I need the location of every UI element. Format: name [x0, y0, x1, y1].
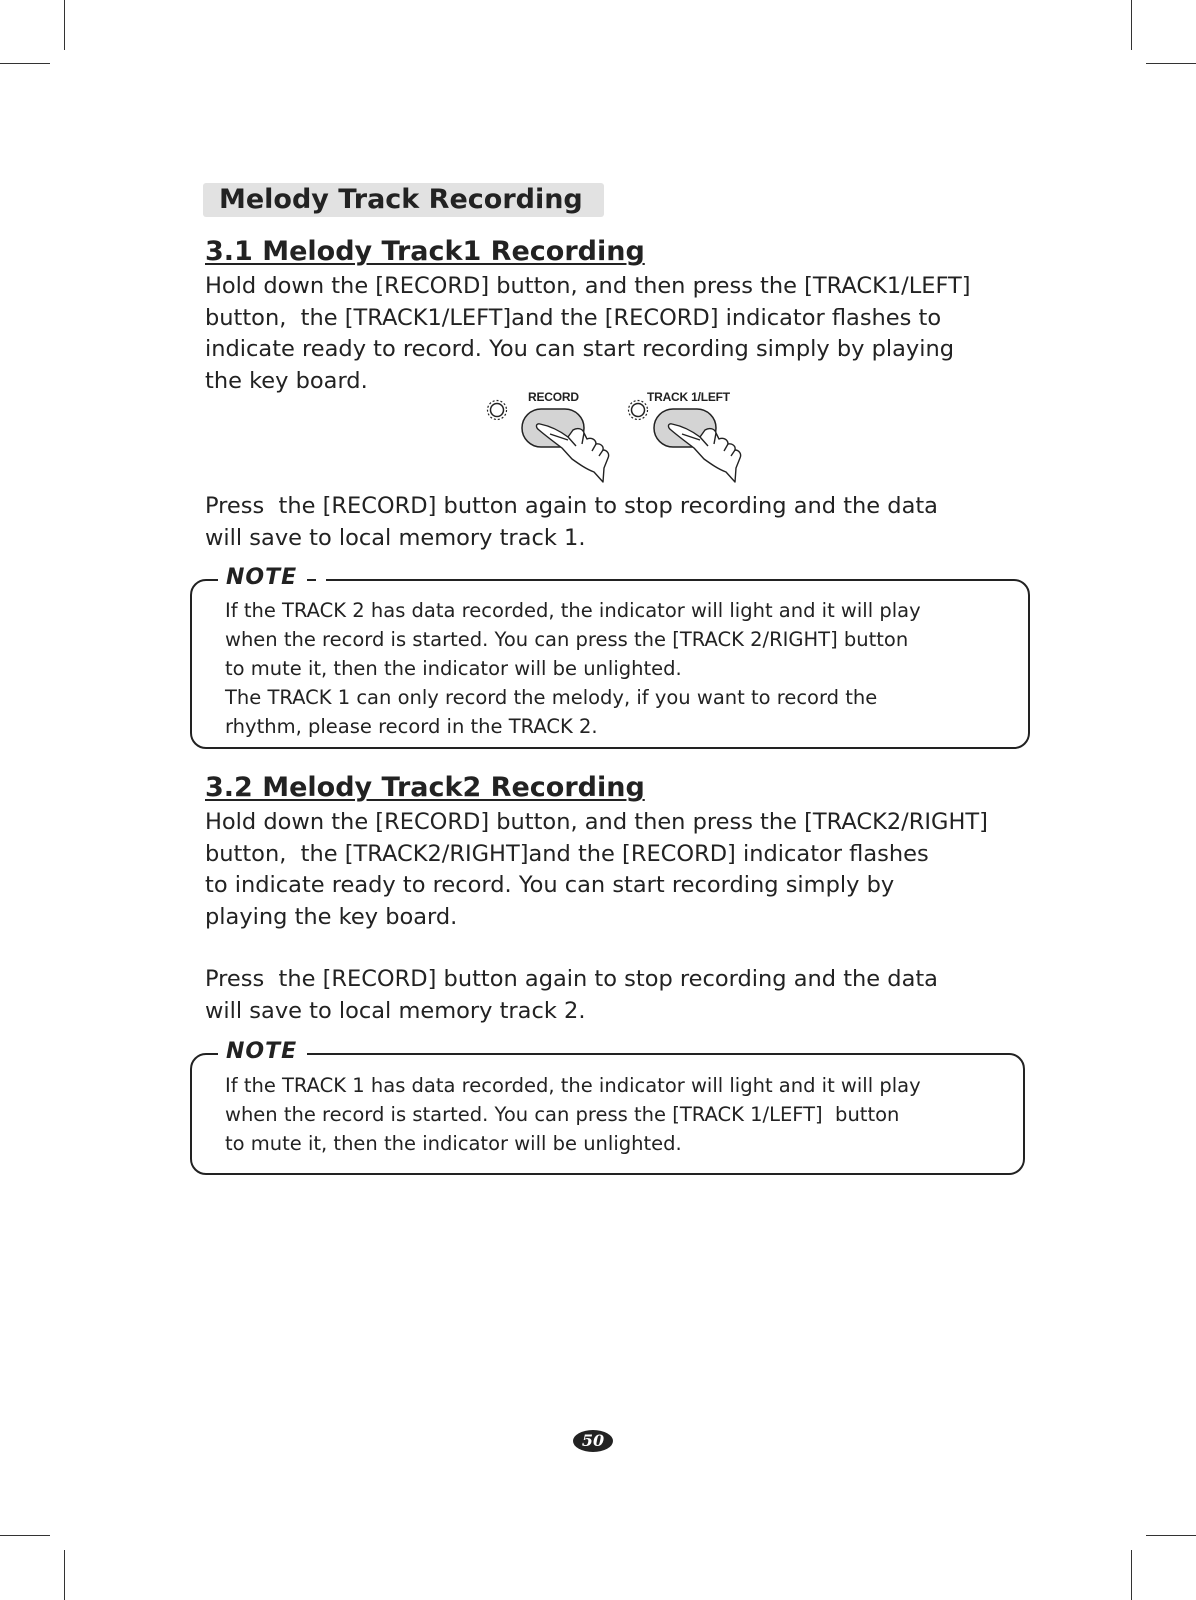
track2-intro-text: Hold down the [RECORD] button, and then press the [TRACK2/RIGHT] button, the [TRACK2/RIGHT]and the [RECORD] indicator flashes to indicate ready to record. You can start recording simply by playing the key board. — [205, 809, 988, 930]
track1-stop-text: Press the [RECORD] button again to stop recording and the data will save to local memory track 1. — [205, 493, 938, 551]
crop-mark — [1131, 1550, 1132, 1600]
crop-mark — [1131, 0, 1132, 50]
crop-mark — [0, 1535, 50, 1536]
crop-mark — [64, 0, 65, 50]
track-indicator-icon — [629, 401, 648, 420]
crop-mark — [1146, 1535, 1196, 1536]
page-number: 50 — [573, 1430, 613, 1452]
record-label: RECORD — [528, 390, 579, 404]
note-label: NOTE — [218, 1039, 307, 1065]
note-text: If the TRACK 1 has data recorded, the indicator will light and it will play when the record is started. You can press the [TRACK 1/LEFT] button to mute it, then the indicator will be unlighted. — [225, 1074, 921, 1155]
track-label: TRACK 1/LEFT — [647, 390, 730, 404]
crop-mark — [64, 1550, 65, 1600]
pressing-hand-icon — [668, 424, 740, 482]
section-title: Melody Track Recording — [203, 183, 604, 217]
note-rule — [316, 579, 326, 581]
crop-mark — [0, 63, 50, 64]
track1-intro-text: Hold down the [RECORD] button, and then press the [TRACK1/LEFT] button, the [TRACK1/LEFT]and the [RECORD] indicator flashes to indicate ready to record. You can start recording simply by playing the key board. — [205, 273, 971, 394]
note-label: NOTE — [218, 565, 307, 591]
heading-track1: 3.1 Melody Track1 Recording — [205, 236, 645, 267]
note-text: If the TRACK 2 has data recorded, the indicator will light and it will play when the record is started. You can press the [TRACK 2/RIGHT] button to mute it, then the indicator will be unlighted. The TRACK 1 can only record the melody, if you want to record the rhythm, please record in the TRACK 2. — [225, 599, 921, 738]
figure-graphic — [480, 388, 760, 488]
crop-mark — [1146, 63, 1196, 64]
record-indicator-icon — [488, 401, 507, 420]
pressing-hand-icon — [536, 424, 608, 482]
track2-stop-text: Press the [RECORD] button again to stop recording and the data will save to local memory track 2. — [205, 966, 938, 1024]
record-track-figure — [480, 388, 760, 488]
heading-track2: 3.2 Melody Track2 Recording — [205, 772, 645, 803]
